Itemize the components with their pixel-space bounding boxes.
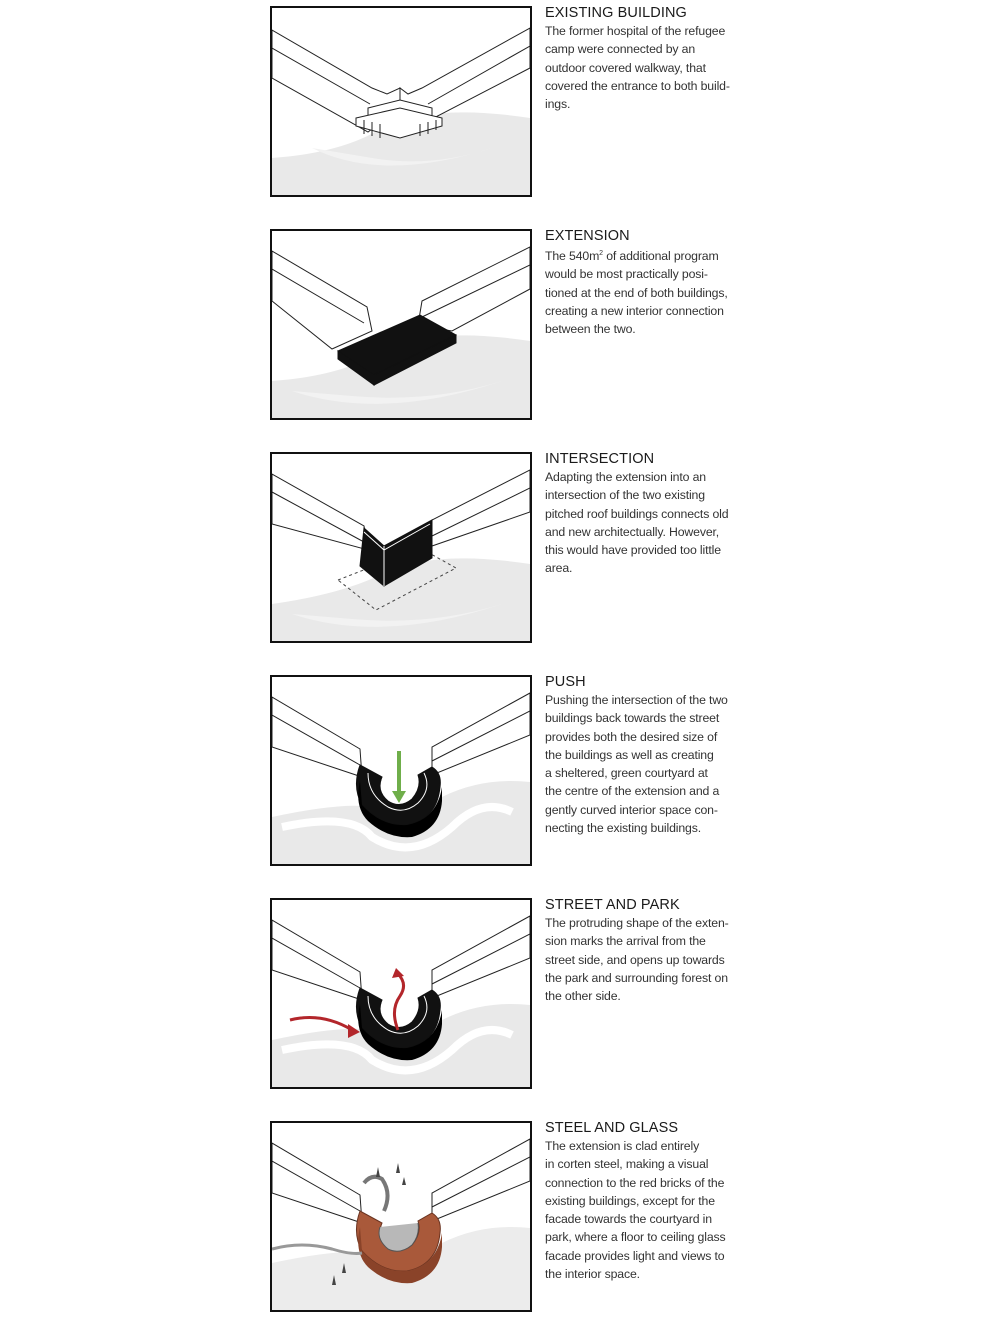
steel-and-glass-illustration <box>272 1123 530 1310</box>
extension-illustration <box>272 231 530 418</box>
diagram-street-and-park <box>270 898 532 1089</box>
diagram-steel-and-glass <box>270 1121 532 1312</box>
step-text <box>545 228 745 339</box>
diagram-intersection <box>270 452 532 643</box>
street-and-park-illustration <box>272 900 530 1087</box>
step-street-and-park <box>0 898 1000 1098</box>
step-description: The protruding shape of the exten- sion marks the arrival from the street side, and opens up towards the park and surrounding forest on the other side. <box>545 916 729 1004</box>
body-text-pre: The 540m <box>545 249 600 264</box>
step-description: The extension is clad entirely in corten steel, making a visual connection to the red bricks of the existing buildings, except for the facade towards the courtyard in park, where a floor to ceiling glass facade provides light and views to the interior space. <box>545 1139 726 1282</box>
diagram-push <box>270 675 532 866</box>
step-text <box>545 5 745 113</box>
intersection-illustration <box>272 454 530 641</box>
body-text-post: of additional program would be most practically posi- tioned at the end of both buildings, creating a new interior connection between the two. <box>545 249 728 337</box>
step-title: INTERSECTION <box>545 451 655 467</box>
step-text <box>545 674 745 837</box>
step-title: EXISTING BUILDING <box>545 5 687 21</box>
step-title: STEEL AND GLASS <box>545 1120 679 1136</box>
step-title: STREET AND PARK <box>545 897 680 913</box>
step-title: EXTENSION <box>545 228 630 244</box>
step-extension <box>0 229 1000 429</box>
superscript-2: 2 <box>599 250 603 257</box>
step-existing-building <box>0 6 1000 206</box>
diagram-extension <box>270 229 532 420</box>
step-intersection <box>0 452 1000 652</box>
step-title: PUSH <box>545 674 586 690</box>
step-description: The former hospital of the refugee camp were connected by an outdoor covered walkway, that covered the entrance to both build- ings. <box>545 24 730 112</box>
step-text <box>545 897 745 1005</box>
step-push <box>0 675 1000 875</box>
step-text <box>545 451 745 578</box>
step-description: Pushing the intersection of the two buildings back towards the street provides both the desired size of the buildings as well as creating a sheltered, green courtyard at the centre of the extension and a gently curved interior space con- necting the existing buildings. <box>545 693 728 836</box>
step-description: Adapting the extension into an intersection of the two existing pitched roof buildings connects old and new architectually. However, this would have provided too little area. <box>545 470 729 576</box>
step-text <box>545 1120 745 1283</box>
diagram-existing-building <box>270 6 532 197</box>
step-description <box>545 245 745 339</box>
step-steel-and-glass <box>0 1121 1000 1321</box>
push-illustration <box>272 677 530 864</box>
existing-building-illustration <box>272 8 530 195</box>
